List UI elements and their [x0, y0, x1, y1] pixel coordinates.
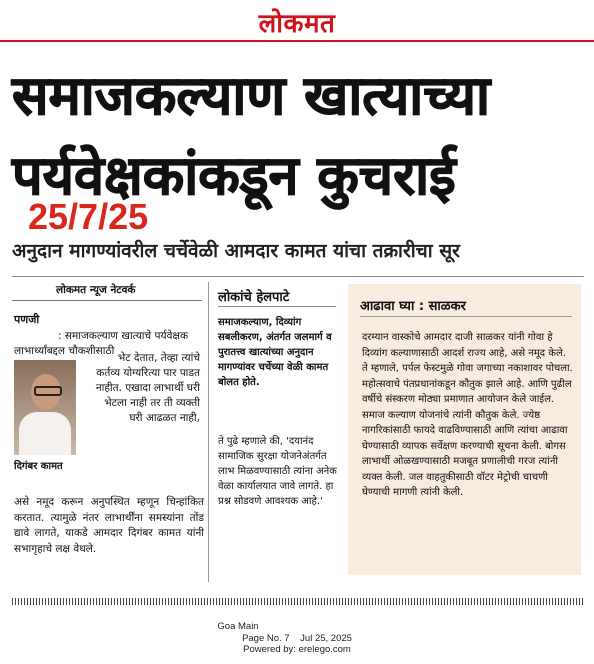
- footer-edition: Goa Main: [217, 621, 259, 632]
- byline-divider: [12, 300, 202, 301]
- middle-body: ते पुढे म्हणाले की, 'दयानंद सामाजिक सुरक्षा योजनेअंतर्गत लाभ मिळवण्यासाठी त्यांना अनेक वेळा कार्यालयात जावे लागते. हा प्रश्न सोडवणे आवश्यक आहे.': [218, 436, 337, 507]
- newspaper-logo: लोकमत: [258, 9, 336, 39]
- photo-caption: दिगंबर कामत: [14, 461, 63, 472]
- middle-body-intro: समाजकल्याण, दिव्यांग सबलीकरण, अंतर्गत जलमार्ग व पुरातत्त्व खात्यांच्या अनुदान मागण्यांवर चर्चेच्या वेळी कामत बोलत होते.: [218, 317, 332, 388]
- masthead-rule: [0, 40, 594, 42]
- reporter-photo: [14, 360, 76, 455]
- headline-line-2: पर्यवेक्षकांकडून कुचराई: [12, 144, 456, 207]
- subheadline: अनुदान मागण्यांवरील चर्चेवेळी आमदार कामत यांचा तक्रारीचा सूर: [12, 240, 460, 262]
- masthead: [0, 0, 594, 44]
- footer-powered: Powered by: erelego.com: [243, 644, 351, 655]
- page-bottom-rule: [12, 598, 584, 605]
- sidebar-title-rule: [360, 316, 572, 317]
- footer-page: Page No. 7: [242, 632, 290, 644]
- clipping-date: 25/7/25: [28, 196, 149, 237]
- dateline: पणजी: [14, 313, 40, 326]
- middle-title-rule: [218, 306, 336, 307]
- section-divider: [12, 276, 584, 277]
- middle-section-title: लोकांचे हेलपाटे: [218, 290, 290, 305]
- footer-page-date: [0, 633, 594, 645]
- sidebar-body: दरम्यान वास्कोचे आमदार दाजी साळकर यांनी गोवा हे दिव्यांग कल्याणासाठी आदर्श राज्य आहे, असे नमूद केले. ते म्हणाले, पर्पल फेस्टमुळे गोवा जगाच्या नकाशावर पोचला. महोत्सवाचे पंतप्रधानांकडून कौतुक झाले आहे. आणि पुढील वर्षीचे संस्करण मोठ्या प्रमाणात आयोजन केले जाईल. समाज कल्याण योजनांचे त्यांनी कौतुक केले. ज्येष्ठ नागरिकांसाठी फायदे वाढविण्यासाठी आणि त्यांचा आढावा घेण्यासाठी व्यापक सर्वेक्षण करण्याची सूचना केली. बोगस लाभार्थी ओळखण्यासाठी मजबूत प्रणालीची गरज त्यांनी व्यक्त केली. जल वाहतुकीसाठी वॉटर मेट्रोची चाचणी घेण्याची मागणी त्यांनी केली.: [362, 332, 573, 498]
- footer-date: Jul 25, 2025: [300, 632, 352, 644]
- sidebar-title: आढावा घ्या : साळकर: [360, 299, 466, 314]
- headline-line-1: समाजकल्याण खात्याच्या: [12, 64, 490, 127]
- byline: लोकमत न्यूज नेटवर्क: [56, 284, 136, 296]
- lede-continued: भेट देतात, तेव्हा त्यांचे कर्तव्य योग्यरित्या पार पाडत नाहीत. एखादा लाभार्थी घरी भेटला नाही तर ती व्यक्ती घरी आढळत नाही,: [95, 352, 200, 424]
- lede-opening: : समाजकल्याण खात्याचे पर्यवेक्षक लाभार्थ्यांबद्दल चौकशीसाठी: [14, 330, 189, 357]
- page-footer: [0, 621, 594, 656]
- column-divider: [208, 282, 209, 582]
- lede-closing: असे नमूद करून अनुपस्थित म्हणून चिन्हांकित करतात. त्यामुळे नंतर लाभार्थींना समस्यांना तोंड द्यावे लागते, याकडे आमदार दिगंबर कामत यांनी सभागृहाचे लक्ष वेधले.: [14, 496, 204, 555]
